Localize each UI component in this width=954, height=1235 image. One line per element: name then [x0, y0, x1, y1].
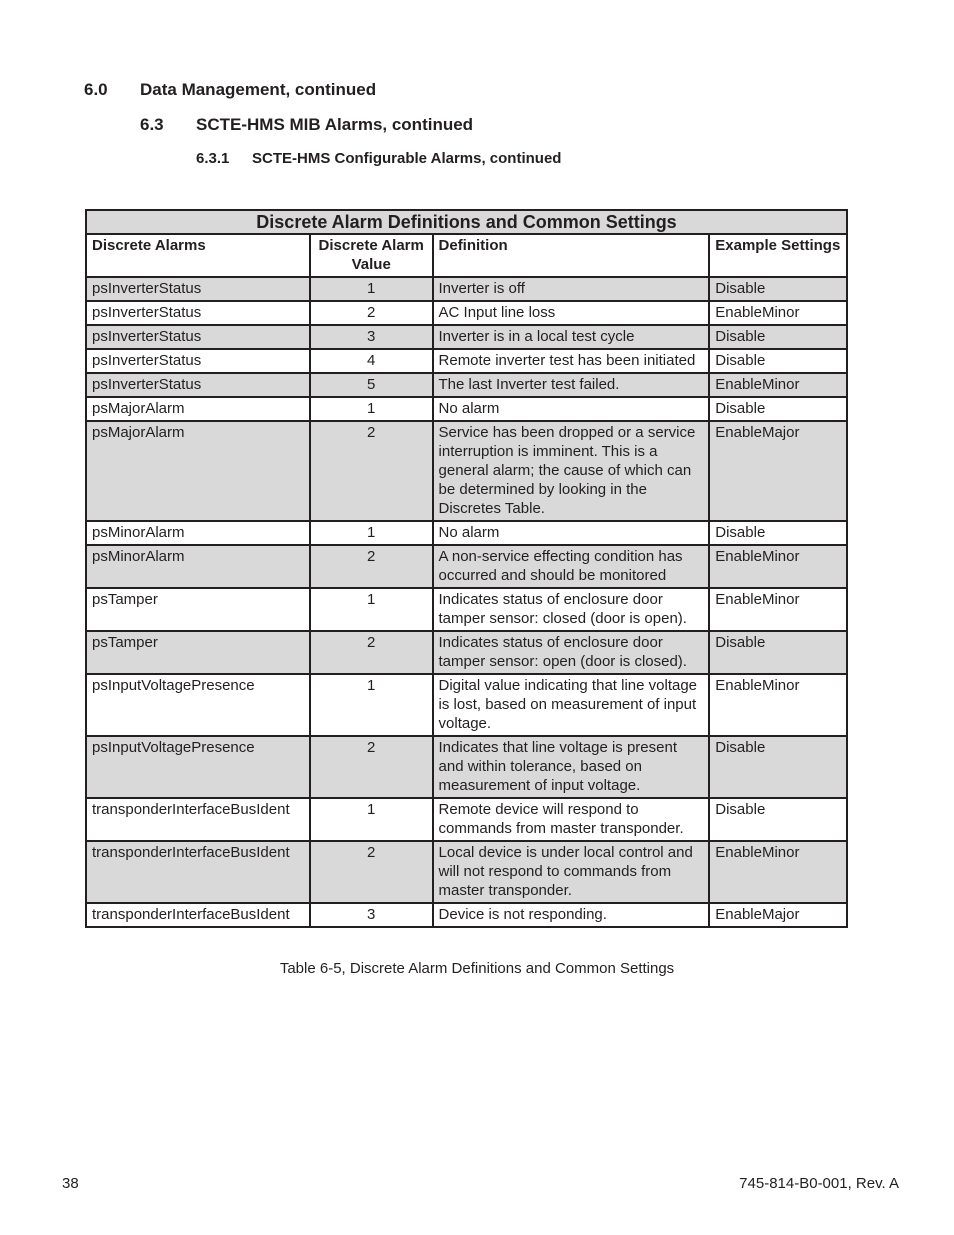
alarm-name-cell: psInputVoltagePresence	[86, 736, 310, 798]
definition-cell: Remote inverter test has been initiated	[433, 349, 710, 373]
table-row	[86, 903, 847, 927]
example-setting-cell: Disable	[709, 631, 847, 674]
definition-cell: Digital value indicating that line voltage is lost, based on measurement of input voltage.	[433, 674, 710, 736]
table-row	[86, 545, 847, 588]
alarm-value-cell: 1	[310, 521, 433, 545]
alarm-name-cell: psTamper	[86, 588, 310, 631]
definition-cell: AC Input line loss	[433, 301, 710, 325]
example-setting-cell: EnableMinor	[709, 545, 847, 588]
document-id: 745-814-B0-001, Rev. A	[739, 1175, 899, 1192]
table-row	[86, 521, 847, 545]
section-title: SCTE-HMS Configurable Alarms, continued	[252, 150, 562, 167]
column-header-discrete-alarm-value: Discrete Alarm Value	[310, 234, 433, 277]
alarm-name-cell: transponderInterfaceBusIdent	[86, 841, 310, 903]
alarm-name-cell: transponderInterfaceBusIdent	[86, 903, 310, 927]
alarm-name-cell: transponderInterfaceBusIdent	[86, 798, 310, 841]
example-setting-cell: EnableMinor	[709, 841, 847, 903]
section-number: 6.3	[140, 115, 164, 134]
table-row	[86, 397, 847, 421]
table-row	[86, 841, 847, 903]
alarm-value-cell: 1	[310, 397, 433, 421]
alarm-name-cell: psInverterStatus	[86, 373, 310, 397]
table-row	[86, 674, 847, 736]
table-row	[86, 373, 847, 397]
example-setting-cell: EnableMinor	[709, 674, 847, 736]
section-title: Data Management, continued	[140, 80, 377, 99]
definition-cell: Inverter is in a local test cycle	[433, 325, 710, 349]
alarm-name-cell: psMajorAlarm	[86, 397, 310, 421]
alarm-name-cell: psInverterStatus	[86, 349, 310, 373]
section-title: SCTE-HMS MIB Alarms, continued	[196, 115, 474, 134]
table-title-row	[86, 210, 847, 234]
definition-cell: Local device is under local control and will not respond to commands from master transponder.	[433, 841, 710, 903]
example-setting-cell: EnableMinor	[709, 588, 847, 631]
table-row	[86, 736, 847, 798]
table-title: Discrete Alarm Definitions and Common Settings	[86, 210, 847, 234]
example-setting-cell: Disable	[709, 798, 847, 841]
table-row	[86, 798, 847, 841]
example-setting-cell: EnableMinor	[709, 301, 847, 325]
alarm-value-cell: 1	[310, 674, 433, 736]
section-heading-6-3-1	[196, 150, 561, 167]
column-header-definition: Definition	[433, 234, 710, 277]
alarm-name-cell: psInverterStatus	[86, 325, 310, 349]
definition-cell: Remote device will respond to commands from master transponder.	[433, 798, 710, 841]
column-header-example-settings: Example Settings	[709, 234, 847, 277]
alarm-value-cell: 2	[310, 421, 433, 521]
example-setting-cell: Disable	[709, 736, 847, 798]
table-caption: Table 6-5, Discrete Alarm Definitions and Common Settings	[279, 960, 675, 977]
alarm-name-cell: psMajorAlarm	[86, 421, 310, 521]
table-body	[86, 277, 847, 927]
table-row	[86, 325, 847, 349]
discrete-alarm-table	[85, 209, 848, 928]
definition-cell: Indicates status of enclosure door tamper sensor: closed (door is open).	[433, 588, 710, 631]
definition-cell: A non-service effecting condition has occurred and should be monitored	[433, 545, 710, 588]
table-row	[86, 349, 847, 373]
definition-cell: Device is not responding.	[433, 903, 710, 927]
alarm-value-cell: 2	[310, 545, 433, 588]
section-heading-6-3	[140, 115, 473, 135]
definition-cell: No alarm	[433, 521, 710, 545]
alarm-value-cell: 1	[310, 277, 433, 301]
alarm-value-cell: 1	[310, 588, 433, 631]
table-header-row	[86, 234, 847, 277]
example-setting-cell: EnableMinor	[709, 373, 847, 397]
section-heading-6-0	[84, 80, 376, 100]
alarm-name-cell: psInverterStatus	[86, 277, 310, 301]
alarm-value-cell: 2	[310, 301, 433, 325]
section-number: 6.3.1	[196, 150, 230, 167]
alarm-value-cell: 3	[310, 903, 433, 927]
alarm-value-cell: 3	[310, 325, 433, 349]
alarm-value-cell: 2	[310, 736, 433, 798]
definition-cell: The last Inverter test failed.	[433, 373, 710, 397]
example-setting-cell: Disable	[709, 277, 847, 301]
example-setting-cell: EnableMajor	[709, 421, 847, 521]
table-row	[86, 277, 847, 301]
alarm-value-cell: 5	[310, 373, 433, 397]
example-setting-cell: Disable	[709, 521, 847, 545]
alarm-name-cell: psMinorAlarm	[86, 521, 310, 545]
section-number: 6.0	[84, 80, 108, 99]
alarm-value-cell: 2	[310, 631, 433, 674]
table-row	[86, 421, 847, 521]
example-setting-cell: EnableMajor	[709, 903, 847, 927]
alarm-value-cell: 2	[310, 841, 433, 903]
alarm-value-cell: 4	[310, 349, 433, 373]
example-setting-cell: Disable	[709, 325, 847, 349]
alarm-name-cell: psInverterStatus	[86, 301, 310, 325]
example-setting-cell: Disable	[709, 349, 847, 373]
table-row	[86, 631, 847, 674]
table-row	[86, 588, 847, 631]
alarm-name-cell: psMinorAlarm	[86, 545, 310, 588]
alarm-name-cell: psInputVoltagePresence	[86, 674, 310, 736]
definition-cell: Inverter is off	[433, 277, 710, 301]
example-setting-cell: Disable	[709, 397, 847, 421]
definition-cell: Service has been dropped or a service interruption is imminent. This is a general alarm; the cause of which can be determined by looking in the Discretes Table.	[433, 421, 710, 521]
page-number: 38	[62, 1175, 79, 1192]
alarm-value-cell: 1	[310, 798, 433, 841]
column-header-discrete-alarms: Discrete Alarms	[86, 234, 310, 277]
definition-cell: Indicates that line voltage is present and within tolerance, based on measurement of input voltage.	[433, 736, 710, 798]
table-row	[86, 301, 847, 325]
definition-cell: No alarm	[433, 397, 710, 421]
definition-cell: Indicates status of enclosure door tamper sensor: open (door is closed).	[433, 631, 710, 674]
alarm-name-cell: psTamper	[86, 631, 310, 674]
